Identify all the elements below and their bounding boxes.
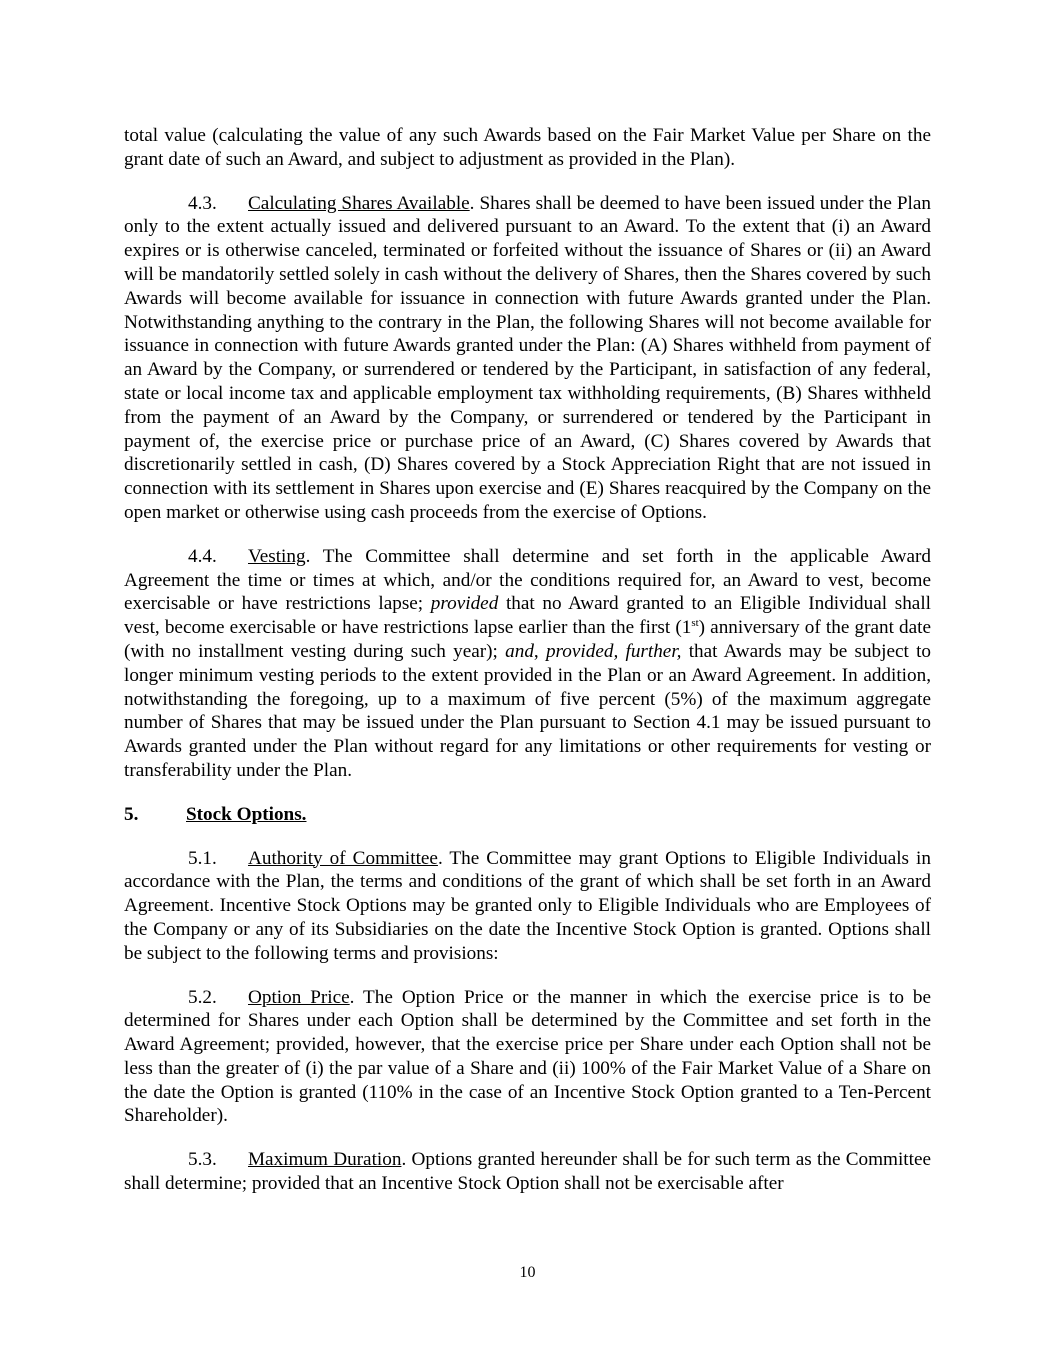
- section-title: Maximum Duration: [248, 1149, 402, 1171]
- section-5-1: [124, 847, 931, 966]
- ordinal-superscript: st: [691, 617, 699, 630]
- section-5-heading: [124, 803, 931, 827]
- section-title: Authority of Committee: [248, 847, 438, 869]
- section-body-part: . The Committee shall determine and set forth in the applicable Award Agreement the time or times at which, and/or the conditions required for, an Award to vest, become exercisable or have restrictions lapse;: [124, 545, 931, 615]
- section-title: Calculating Shares Available: [248, 192, 470, 214]
- continuation-paragraph: total value (calculating the value of any such Awards based on the Fair Market Value per Share on the grant date of such an Award, and subject to adjustment as provided in the Plan).: [124, 125, 931, 170]
- section-number: 4.3.: [188, 192, 217, 214]
- section-body: . The Option Price or the manner in which the exercise price is to be determined for Shares under each Option shall be determined by the Committee and set forth in the Award Agreement; provided, however, that the exercise price per Share under each Option shall not be less than the greater of (i) the par value of a Share and (ii) 100% of the Fair Market Value of a Share on the date the Option is granted (110% in the case of an Incentive Stock Option granted to a Ten-Percent Shareholder).: [124, 986, 931, 1127]
- section-title: Vesting: [248, 545, 306, 567]
- section-number: 4.4.: [188, 545, 217, 567]
- italic-term: provided, further,: [545, 640, 682, 662]
- section-title: Option Price: [248, 986, 350, 1008]
- section-body-part: ,: [533, 640, 546, 662]
- section-number: 5.3.: [188, 1149, 217, 1171]
- italic-term: and: [505, 640, 534, 662]
- section-body-part: that no Award granted to an Eligible Individual shall vest, become exercisable or have restrictions lapse earlier than the first (1: [124, 593, 931, 639]
- section-5-3: [124, 1148, 931, 1196]
- section-4-4: [124, 545, 931, 783]
- section-number: 5.2.: [188, 986, 217, 1008]
- section-body-part: that Awards may be subject to longer minimum vesting periods to the extent provided in the Plan or an Award Agreement. In addition, notwithstanding the foregoing, up to a maximum of five percent (5%) of the maximum aggregate number of Shares that may be issued under the Plan pursuant to Section 4.1 may be issued pursuant to Awards granted under the Plan without regard for any limitations or other requirements for vesting or transferability under the Plan.: [124, 640, 931, 781]
- section-number: 5.1.: [188, 847, 217, 869]
- section-5-2: [124, 986, 931, 1129]
- document-page: [124, 124, 931, 1216]
- section-4-3: [124, 192, 931, 525]
- section-body: . Shares shall be deemed to have been issued under the Plan only to the extent actually issued and delivered pursuant to an Award. To the extent that (i) an Award expires or is otherwise canceled, terminated or forfeited without the issuance of Shares or (ii) an Award will be mandatorily settled solely in cash without the delivery of Shares, then the Shares covered by such Awards will become available for issuance in connection with future Awards granted under the Plan. Notwithstanding anything to the contrary in the Plan, the following Shares will not become available for issuance in connection with future Awards granted under the Plan: (A) Shares withheld from payment of an Award by the Company, or surrendered or tendered by the Participant, in satisfaction of any federal, state or local income tax and applicable employment tax withholding requirements, (B) Shares withheld from the payment of an Award by the Company, or surrendered or tendered by the Participant in payment of, the exercise price or purchase price of an Award, (C) Shares covered by Awards that discretionarily settled in cash, (D) Shares covered by a Stock Appreciation Right that are not issued in connection with its settlement in Shares upon exercise and (E) Shares reacquired by the Company on the open market or otherwise using cash proceeds from the exercise of Options.: [124, 192, 931, 523]
- section-body: . Options granted hereunder shall be for such term as the Committee shall determine; provided that an Incentive Stock Option shall not be exercisable after: [124, 1149, 932, 1195]
- page-number: 10: [519, 1264, 536, 1281]
- section-body: . The Committee may grant Options to Eligible Individuals in accordance with the Plan, the terms and conditions of the grant of which shall be set forth in an Award Agreement. Incentive Stock Options may be granted only to Eligible Individuals who are Employees of the Company or any of its Subsidiaries on the date the Incentive Stock Option is granted. Options shall be subject to the following terms and provisions:: [124, 847, 931, 964]
- heading-title: Stock Options.: [186, 803, 307, 825]
- heading-number: 5.: [124, 803, 139, 825]
- italic-term: provided: [430, 593, 499, 615]
- section-body-part: ) anniversary of the grant date (with no installment vesting during such year);: [124, 617, 931, 662]
